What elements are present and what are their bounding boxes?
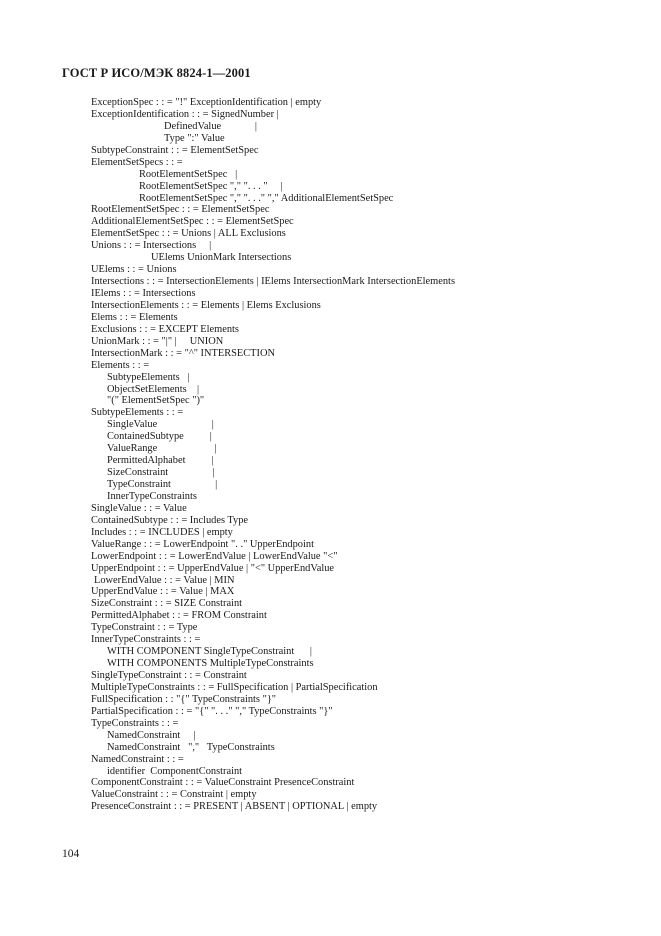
grammar-line: SingleValue : : = Value xyxy=(91,502,187,514)
grammar-line: InnerTypeConstraints xyxy=(107,490,197,502)
grammar-line: Elems : : = Elements xyxy=(91,311,178,323)
grammar-line: RootElementSetSpec : : = ElementSetSpec xyxy=(91,204,270,216)
grammar-line: ExceptionIdentification : : = SignedNumber | xyxy=(91,108,279,120)
grammar-line: InnerTypeConstraints : : = xyxy=(91,634,201,646)
grammar-line: NamedConstraint : : = xyxy=(91,753,184,765)
grammar-line: LowerEndpoint : : = LowerEndValue | LowerEndValue "<" xyxy=(91,550,338,562)
grammar-line: UnionMark : : = "|" | UNION xyxy=(91,335,224,347)
grammar-line: ExceptionSpec : : = "!" ExceptionIdentification | empty xyxy=(91,97,322,108)
grammar-line: SubtypeElements | xyxy=(107,371,190,383)
grammar-line: ElementSetSpec : : = Unions | ALL Exclusions xyxy=(91,228,286,240)
page-number: 104 xyxy=(62,848,80,860)
grammar-line: ValueRange : : = LowerEndpoint ". ." UpperEndpoint xyxy=(91,538,314,550)
grammar-line: SingleTypeConstraint : : = Constraint xyxy=(91,670,247,681)
grammar-line: Includes : : = INCLUDES | empty xyxy=(91,526,233,538)
asn1-grammar-listing xyxy=(91,97,631,813)
grammar-line: RootElementSetSpec "," ". . . " | xyxy=(139,180,283,192)
grammar-line: "(" ElementSetSpec ")" xyxy=(107,395,205,407)
grammar-line: WITH COMPONENTS MultipleTypeConstraints xyxy=(107,658,314,670)
grammar-line: ElementSetSpecs : : = xyxy=(91,156,183,168)
grammar-line: Intersections : : = IntersectionElements | IElems IntersectionMark IntersectionElements xyxy=(91,276,455,288)
grammar-line: SizeConstraint : : = SIZE Constraint xyxy=(91,598,243,610)
grammar-line: ValueRange | xyxy=(107,443,217,455)
grammar-line: TypeConstraint | xyxy=(107,479,218,490)
grammar-line: PresenceConstraint : : = PRESENT | ABSENT | OPTIONAL | empty xyxy=(91,801,378,813)
grammar-line: FullSpecification : : "{" TypeConstraints "}" xyxy=(91,693,277,705)
grammar-line: identifier ComponentConstraint xyxy=(107,765,243,777)
grammar-line: SubtypeElements : : = xyxy=(91,407,184,419)
grammar-line: SubtypeConstraint : : = ElementSetSpec xyxy=(91,144,259,156)
grammar-line: UpperEndValue : : = Value | MAX xyxy=(91,586,235,598)
grammar-line: UElems UnionMark Intersections xyxy=(151,252,292,264)
grammar-line: Exclusions : : = EXCEPT Elements xyxy=(91,323,239,335)
grammar-line: AdditionalElementSetSpec : : = ElementSetSpec xyxy=(91,216,294,228)
grammar-line: LowerEndValue : : = Value | MIN xyxy=(94,574,235,586)
grammar-line: IntersectionElements : : = Elements | Elems Exclusions xyxy=(91,299,321,311)
grammar-line: IntersectionMark : : = "^" INTERSECTION xyxy=(91,347,275,359)
grammar-line: PartialSpecification : : = "{" ". . ." "," TypeConstraints "}" xyxy=(91,705,333,717)
grammar-line: ContainedSubtype : : = Includes Type xyxy=(91,514,249,526)
grammar-line: UElems : : = Unions xyxy=(91,264,177,276)
grammar-line: TypeConstraints : : = xyxy=(91,717,179,729)
grammar-line: PermittedAlphabet | xyxy=(107,455,214,467)
grammar-line: MultipleTypeConstraints : : = FullSpecification | PartialSpecification xyxy=(91,681,378,693)
page-header-title: ГОСТ Р ИСО/МЭК 8824-1—2001 xyxy=(62,66,251,80)
grammar-line: Type ":" Value xyxy=(164,132,225,144)
grammar-line: NamedConstraint | xyxy=(107,729,196,741)
grammar-line: WITH COMPONENT SingleTypeConstraint | xyxy=(107,646,312,658)
grammar-line: SingleValue | xyxy=(107,419,214,431)
grammar-line: UpperEndpoint : : = UpperEndValue | "<" UpperEndValue xyxy=(91,562,335,574)
grammar-line: Unions : : = Intersections | xyxy=(91,240,212,252)
grammar-line: IElems : : = Intersections xyxy=(91,288,196,299)
grammar-line: PermittedAlphabet : : = FROM Constraint xyxy=(91,610,267,622)
grammar-line: TypeConstraint : : = Type xyxy=(91,622,198,634)
grammar-line: RootElementSetSpec "," ". . ." "," AdditionalElementSetSpec xyxy=(139,192,394,204)
grammar-line: RootElementSetSpec | xyxy=(139,168,238,180)
grammar-line: NamedConstraint "," TypeConstraints xyxy=(107,741,275,753)
grammar-line: ObjectSetElements | xyxy=(107,383,200,395)
grammar-line: ValueConstraint : : = Constraint | empty xyxy=(91,789,257,801)
grammar-line: DefinedValue | xyxy=(164,120,257,132)
grammar-line: ComponentConstraint : : = ValueConstraint PresenceConstraint xyxy=(91,777,355,789)
grammar-line: Elements : : = xyxy=(91,359,150,371)
grammar-line: SizeConstraint | xyxy=(107,467,215,479)
grammar-line: ContainedSubtype | xyxy=(107,431,212,443)
